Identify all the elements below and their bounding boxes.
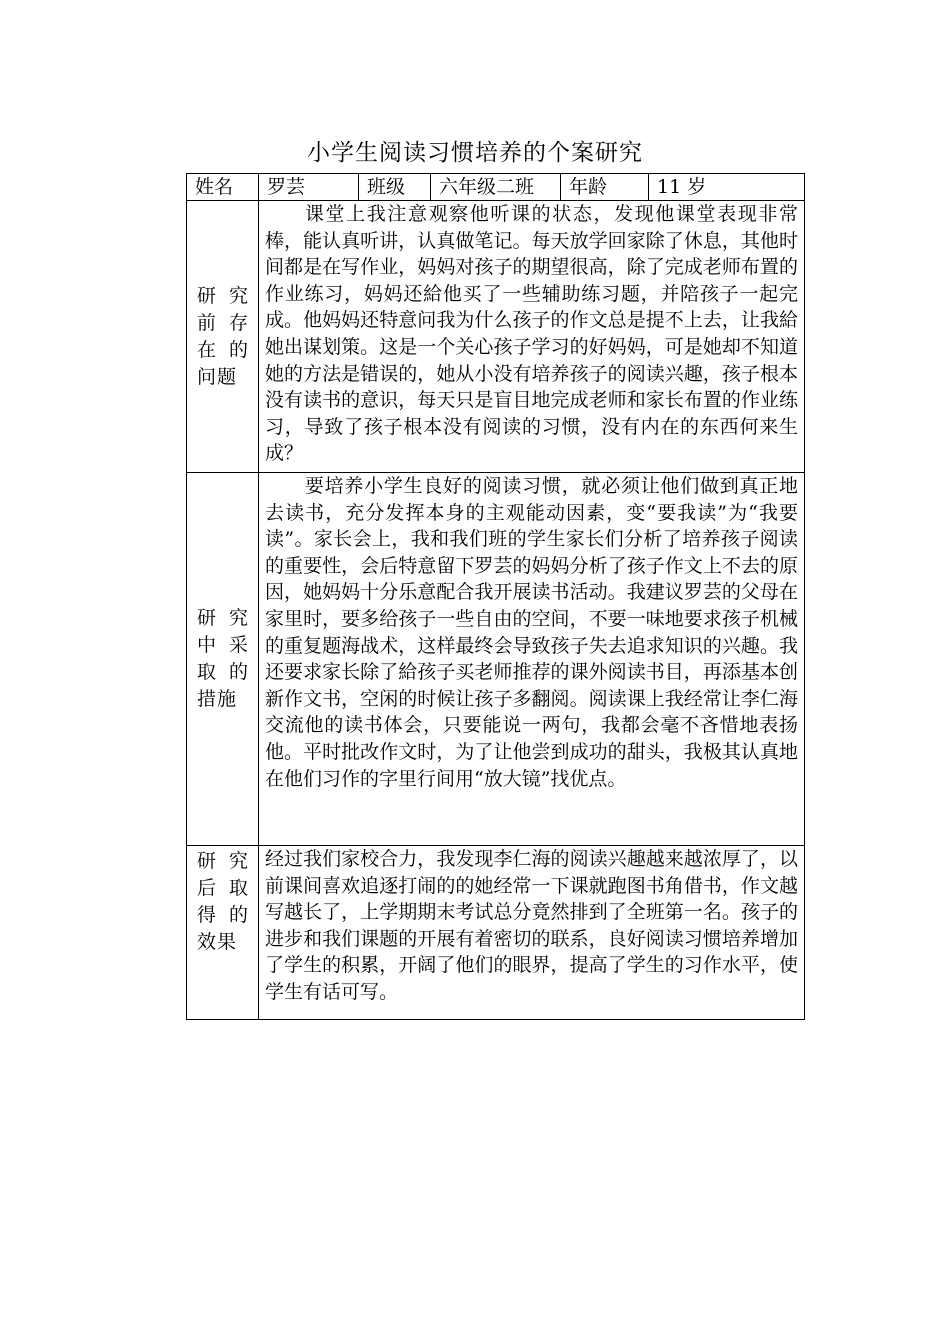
class-label: 班级 (359, 174, 431, 201)
class-value: 六年级二班 (431, 174, 561, 201)
name-value: 罗芸 (259, 174, 359, 201)
section-content-cell (259, 473, 805, 846)
section-content-cell (259, 201, 805, 473)
case-study-table (186, 173, 805, 1020)
section-label-during: 研究中采取的措施 (197, 607, 249, 710)
section-label-cell (187, 846, 259, 1020)
age-label: 年龄 (561, 174, 649, 201)
document-title: 小学生阅读习惯培养的个案研究 (307, 140, 643, 166)
section-content-cell (259, 846, 805, 1020)
age-value: 11 岁 (649, 174, 805, 201)
section-label-before: 研究前存在的问题 (197, 284, 249, 388)
header-row (187, 174, 805, 201)
section-content-during: 要培养小学生良好的阅读习惯，就必须让他们做到真正地去读书，充分发挥本身的主观能动因素，变“要我读”为“我要读”。家长会上，我和我们班的学生家长们分析了培养孩子阅读的重要性，会后特意留下罗芸的妈妈分析了孩子作文上不去的原因，她妈妈十分乐意配合我开展读书活动。我建议罗芸的父母在家里时，要多给孩子一些自由的空间，不要一味地要求孩子机械的重复题海战术，这样最终会导致孩子失去追求知识的兴趣。我还要求家长除了給孩子买老师推荐的课外阅读书目，再添基本创新作文书，空闲的时候让孩子多翻阅。阅读课上我经常让李仁海交流他的读书体会，只要能说一两句，我都会毫不吝惜地表扬他。平时批改作文时，为了让他尝到成功的甜头，我极其认真地在他们习作的字里行间用“放大镜”找优点。 (265, 475, 798, 790)
section-row-during (187, 473, 805, 846)
section-content-before: 课堂上我注意观察他听课的状态，发现他课堂表现非常棒，能认真听讲，认真做笔记。每天放学回家除了休息，其他时间都是在写作业，妈妈对孩子的期望很高，除了完成老师布置的作业练习，妈妈还給他买了一些辅助练习题，并陪孩子一起完成。他妈妈还特意问我为什么孩子的作文总是提不上去，让我給她出谋划策。这是一个关心孩子学习的好妈妈，可是她却不知道她的方法是错误的，她从小没有培养孩子的阅读兴趣，孩子根本没有读书的意识，每天只是盲目地完成老师和家长布置的作业练习，导致了孩子根本没有阅读的习惯，没有内在的东西何来生成？ (265, 203, 798, 465)
name-label: 姓名 (187, 174, 259, 201)
section-label-cell (187, 201, 259, 473)
section-label-after: 研究后取得的效果 (197, 850, 249, 953)
section-row-after (187, 846, 805, 1020)
section-label-cell (187, 473, 259, 846)
section-content-after: 经过我们家校合力，我发现李仁海的阅读兴趣越来越浓厚了，以前课间喜欢追逐打闹的的她经常一下课就跑图书角借书，作文越写越长了，上学期期末考试总分竟然排到了全班第一名。孩子的进步和我们课题的开展有着密切的联系，良好阅读习惯培养增加了学生的积累，开阔了他们的眼界，提高了学生的习作水平，使学生有话可写。 (265, 848, 798, 1003)
section-row-before (187, 201, 805, 473)
